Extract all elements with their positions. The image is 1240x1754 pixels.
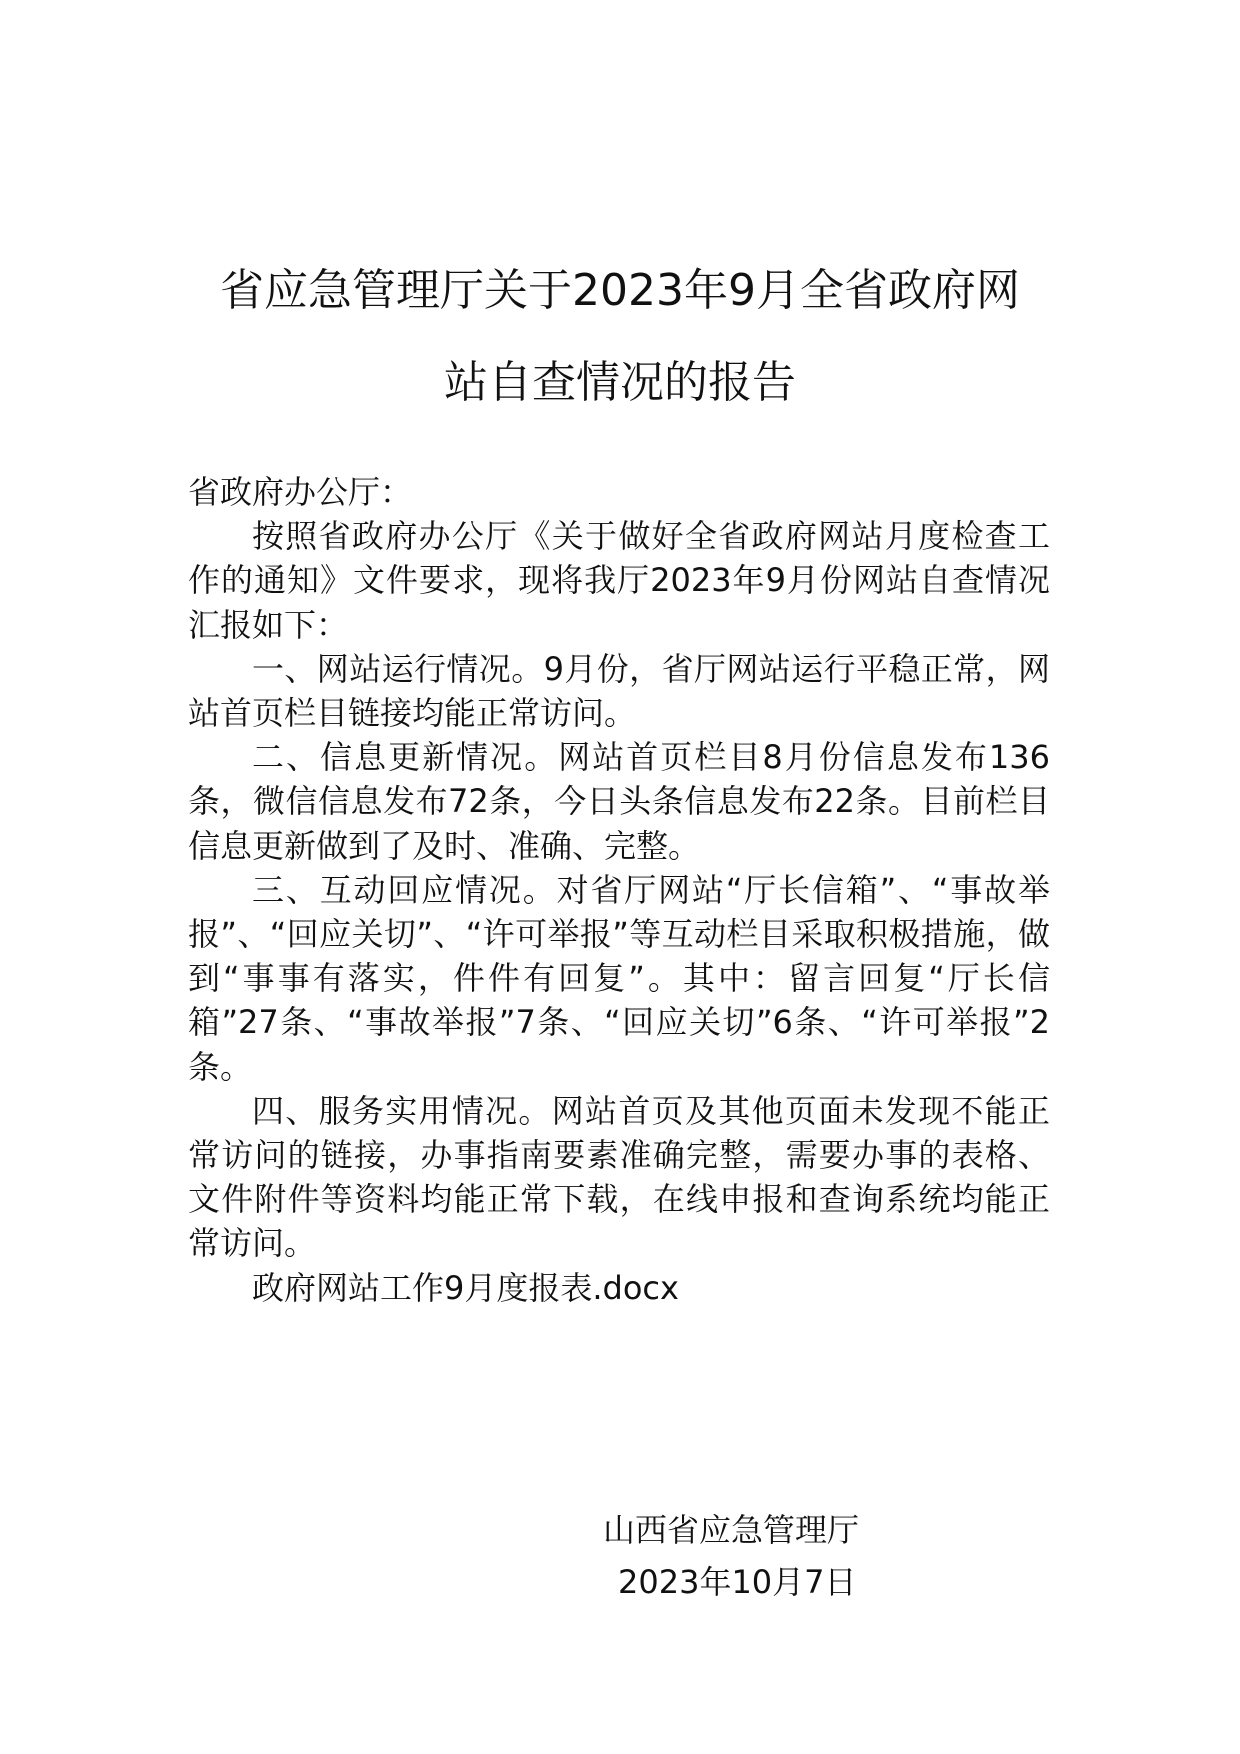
paragraph-interaction-response: 三、互动回应情况。对省厅网站“厅长信箱”、“事故举报”、“回应关切”、“许可举报”等互动栏目采取积极措施，做到“事事有落实，件件有回复”。其中：留言回复“厅长信箱”27条、“事故举报”7条、“回应关切”6条、“许可举报”2条。	[188, 870, 1050, 1086]
signature-organization: 山西省应急管理厅	[603, 1511, 860, 1549]
paragraph-intro: 按照省政府办公厅《关于做好全省政府网站月度检查工作的通知》文件要求，现将我厅2023年9月份网站自查情况汇报如下：	[188, 517, 1050, 644]
document-title-line-1: 省应急管理厅关于2023年9月全省政府网	[220, 265, 1020, 316]
salutation: 省政府办公厅：	[188, 473, 413, 511]
signature-date: 2023年10月7日	[618, 1563, 857, 1601]
attachment-filename[interactable]: 政府网站工作9月度报表.docx	[252, 1268, 679, 1307]
paragraph-website-operation: 一、网站运行情况。9月份，省厅网站运行平稳正常，网站首页栏目链接均能正常访问。	[188, 649, 1050, 733]
paragraph-service-practicality: 四、服务实用情况。网站首页及其他页面未发现不能正常访问的链接，办事指南要素准确完整，需要办事的表格、文件附件等资料均能正常下载，在线申报和查询系统均能正常访问。	[188, 1091, 1050, 1263]
document-body	[188, 470, 1050, 1310]
paragraph-information-update: 二、信息更新情况。网站首页栏目8月份信息发布136条，微信信息发布72条，今日头条信息发布22条。目前栏目信息更新做到了及时、准确、完整。	[188, 738, 1050, 865]
document-title-line-2: 站自查情况的报告	[444, 357, 796, 408]
